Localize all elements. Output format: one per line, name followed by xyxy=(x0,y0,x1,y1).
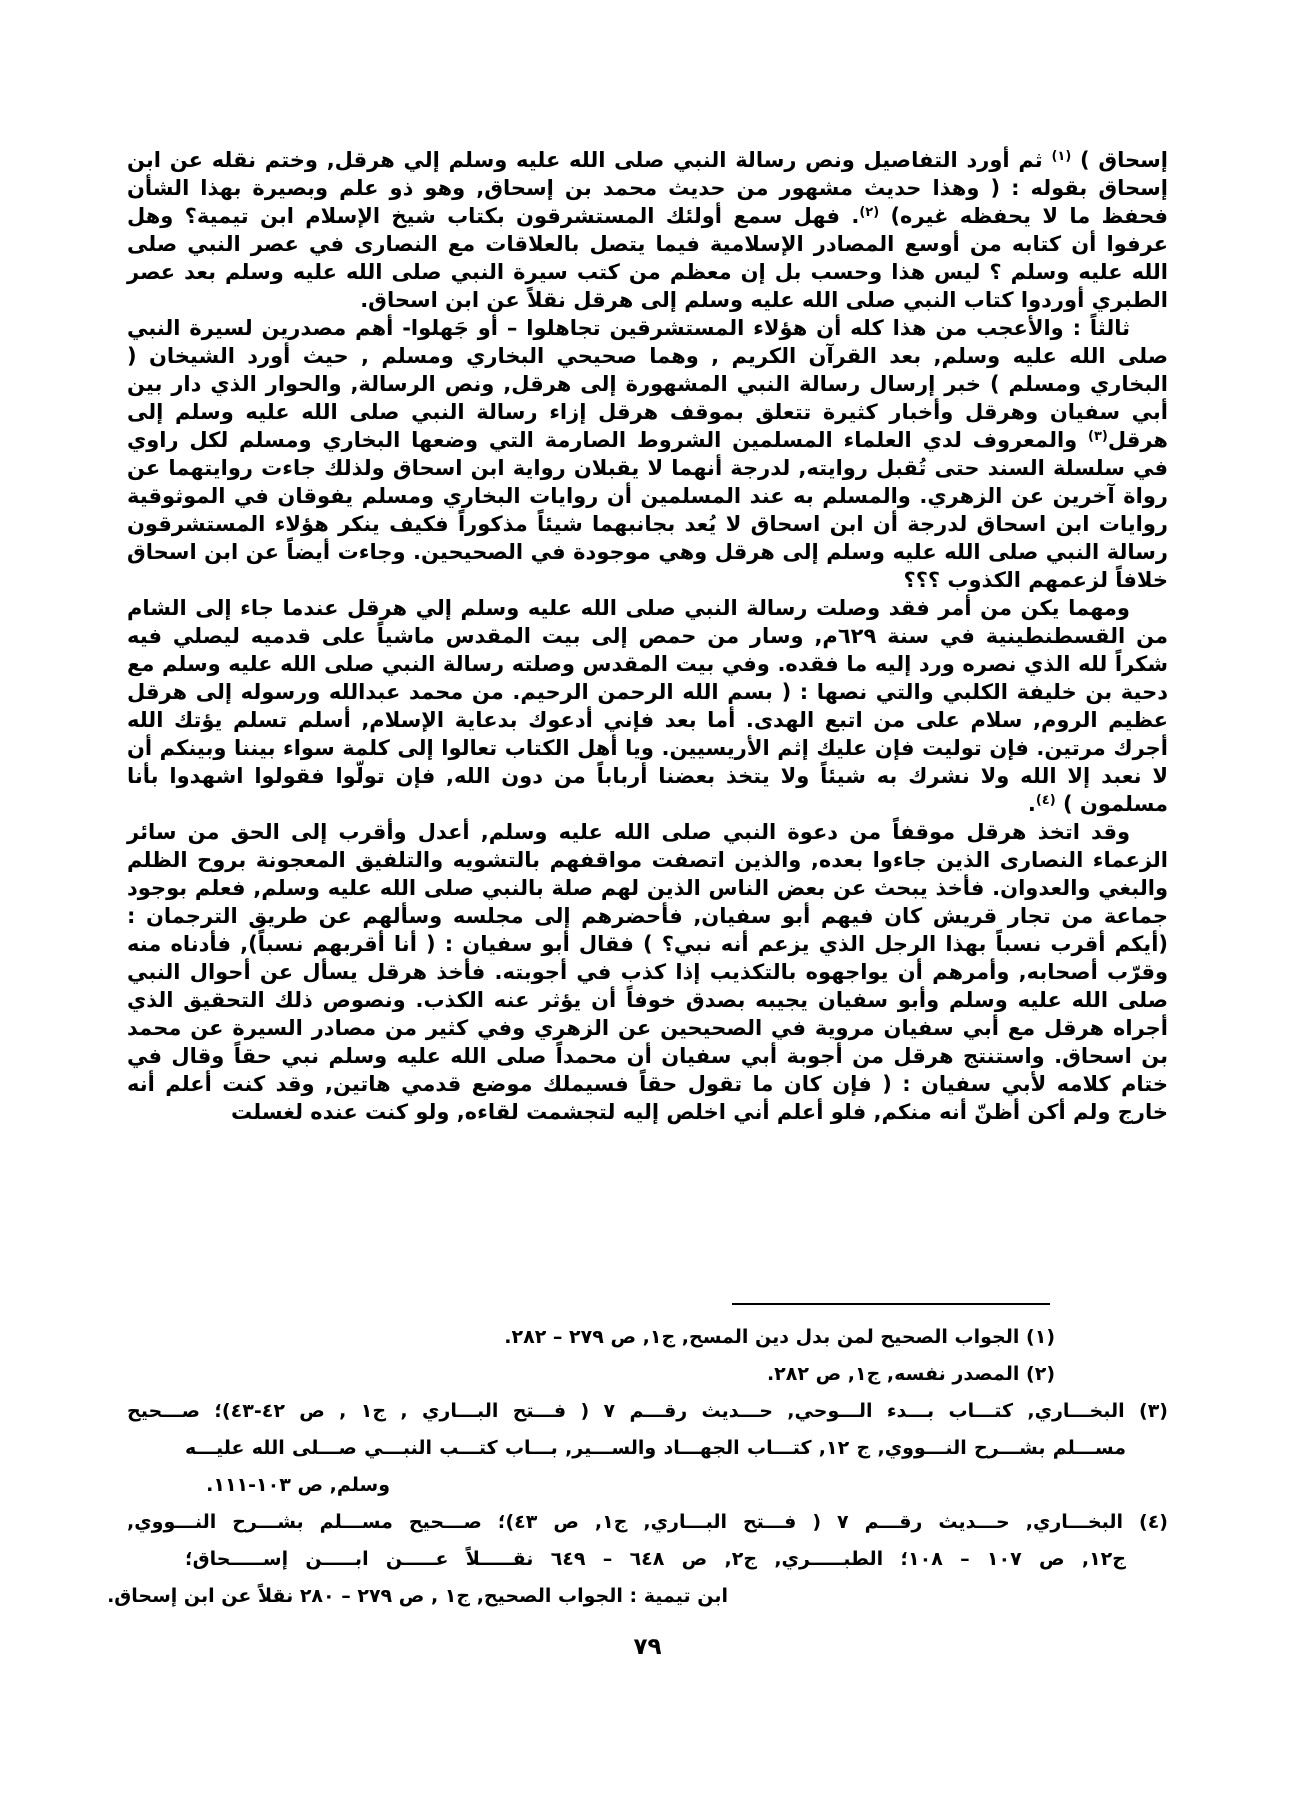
footnote-2: (٢) المصدر نفسه, ج١, ص ٢٨٢. xyxy=(766,1363,1055,1385)
text-segment: إسحاق ) xyxy=(1071,148,1168,172)
footnotes-section xyxy=(107,1303,1168,1615)
text-segment: ثالثاً : والأعجب من هذا كله أن هؤلاء المستشرقين تجاهلوا – أو جَهلوا- أهم مصدرين لسيرة النبي صلى الله عليه وسلم, بعد القرآن الكريم , وهما صحيحي البخاري ومسلم , حيث أورد الشيخان ( البخاري ومسلم ) خبر إرسال رسالة النبي المشهورة إلى هرقل, ونص الرسالة, والحوار الذي دار بين أبي سفيان وهرقل وأخبار كثيرة تتعلق بموقف هرقل إزاء رسالة النبي صلى الله عليه وسلم إلى هرقل xyxy=(127,316,1168,452)
footnote-ref-3: (٣) xyxy=(1088,429,1108,444)
footnote-separator xyxy=(732,1303,1050,1305)
footnote-4-line-1: (٤) البخـــاري, حـــديث رقـــم ٧ ( فـــتح البـــاري, ج١, ص ٤٣)؛ صـــحيح مســـلم بشـــرح النـــووي, xyxy=(127,1511,1168,1533)
footnote-3-line-2: مســـلم بشـــرح النـــووي, ج ١٢, كتـــاب الجهـــاد والســـير, بـــاب كتـــب النبـــي صـــلى الله عليـــه xyxy=(185,1437,1127,1459)
footnote-ref-2: (٢) xyxy=(859,205,880,220)
paragraph-3 xyxy=(127,594,1168,818)
footnote-3 xyxy=(127,1393,1168,1504)
text-segment: ومهما يكن من أمر فقد وصلت رسالة النبي صلى الله عليه وسلم إلي هرقل عندما جاء إلى الشام من القسطنطينية في سنة ٦٢٩م, وسار من حمص إلى بيت المقدس ماشياً على قدميه ليصلي فيه شكراً لله الذي نصره ورد إليه ما فقده. وفي بيت المقدس وصلته رسالة النبي صلى الله عليه وسلم مع دحية بن خليفة الكلبي والتي نصها : ( بسم الله الرحمن الرحيم. من محمد عبدالله ورسوله إلى هرقل عظيم الروم, سلام على من اتبع الهدى. أما بعد فإني أدعوك بدعاية الإسلام, أسلم تسلم يؤتك الله أجرك مرتين. فإن توليت فإن عليك إثم الأريسيين. ويا أهل الكتاب تعالوا إلى كلمة سواء بيننا وبينكم أن لا نعبد إلا الله ولا نشرك به شيئاً ولا يتخذ بعضنا أرباباً من دون الله, فإن تولّوا فقولوا اشهدوا بأنا مسلمون ) xyxy=(127,596,1168,816)
footnote-ref-1: (١) xyxy=(1051,149,1072,164)
footnote-4-line-3: ابن تيمية : الجواب الصحيح, ج١ , ص ٢٧٩ – ٢٨٠ نقلاً عن ابن إسحاق. xyxy=(107,1585,728,1607)
paragraph-1 xyxy=(127,146,1168,314)
text-segment: ثم أورد التفاصيل ونص رسالة النبي صلى الله عليه وسلم إلي هرقل, وختم نقله عن ابن إسحاق بقوله : ( وهذا حديث مشهور من حديث محمد بن إسحاق, وهو ذو علم وبصيرة بهذا الشأن فحفظ ما لا يحفظه غيره) xyxy=(127,148,1168,228)
paragraph-4 xyxy=(127,818,1168,1126)
text-segment: . xyxy=(1027,792,1036,816)
text-segment: وقد اتخذ هرقل موقفاً من دعوة النبي صلى الله عليه وسلم, أعدل وأقرب إلى الحق من سائر الزعماء النصارى الذين جاءوا بعده, والذين اتصفت مواقفهم بالتشويه والتلفيق المعجونة بروح الظلم والبغي والعدوان. فأخذ يبحث عن بعض الناس الذين لهم صلة بالنبي صلى الله عليه وسلم, فعلم بوجود جماعة من تجار قريش كان فيهم أبو سفيان, فأحضرهم إلى مجلسه وسألهم عن طريق الترجمان : (أيكم أقرب نسباً بهذا الرجل الذي يزعم أنه نبي؟ ) فقال أبو سفيان : ( أنا أقربهم نسباً), فأدناه منه وقرّب أصحابه, وأمرهم أن يواجهوه بالتكذيب إذا كذب في أجوبته. فأخذ هرقل يسأل عن أحوال النبي صلى الله عليه وسلم وأبو سفيان يجيبه بصدق خوفاً أن يؤثر عنه الكذب. ونصوص ذلك التحقيق الذي أجراه هرقل مع أبي سفيان مروية في الصحيحين عن الزهري وفي كثير من مصادر السيرة عن محمد بن اسحاق. واستنتج هرقل من أجوبة أبي سفيان أن محمداً صلى الله عليه وسلم نبي حقاً وقال في ختام كلامه لأبي سفيان : ( فإن كان ما تقول حقاً فسيملك موضع قدمي هاتين, وقد كنت أعلم أنه خارج ولم أكن أظنّ أنه منكم, فلو أعلم أني اخلص إليه لتجشمت لقاءه, ولو كنت عنده لغسلت xyxy=(127,820,1168,1124)
body-text xyxy=(127,146,1168,1126)
footnote-1: (١) الجواب الصحيح لمن بدل دين المسح, ج١, ص ٢٧٩ – ٢٨٢. xyxy=(504,1326,1055,1348)
footnote-ref-4: (٤) xyxy=(1035,793,1056,808)
paragraph-2 xyxy=(127,314,1168,594)
footnote-4-line-2: ج١٢, ص ١٠٧ – ١٠٨؛ الطبـــــري, ج٢, ص ٦٤٨ – ٦٤٩ نقـــــلاً عـــــن ابـــــن إســـــحاق؛ xyxy=(185,1548,1126,1570)
page-number: ٧٩ xyxy=(633,1634,662,1660)
footnote-3-line-3: وسلم, ص ١٠٣-١١١. xyxy=(206,1474,390,1496)
footnote-4 xyxy=(107,1504,1168,1615)
text-segment: . فهل سمع أولئك المستشرقون بكتاب شيخ الإسلام ابن تيمية؟ وهل عرفوا أن كتابه من أوسع المصادر الإسلامية فيما يتصل بالعلاقات مع النصارى في عصر النبي صلى الله عليه وسلم ؟ ليس هذا وحسب بل إن معظم من كتب سيرة النبي صلى الله عليه وسلم بعد عصر الطبري أوردوا كتاب النبي صلى الله عليه وسلم إلى هرقل نقلاً عن ابن اسحاق. xyxy=(127,204,1168,312)
text-segment: والمعروف لدي العلماء المسلمين الشروط الصارمة التي وضعها البخاري ومسلم لكل راوي في سلسلة السند حتى تُقبل روايته, لدرجة أنهما لا يقبلان رواية ابن اسحاق ولذلك جاءت روايتهما عن رواة آخرين عن الزهري. والمسلم به عند المسلمين أن روايات البخاري ومسلم يفوقان في الموثوقية روايات ابن اسحاق لدرجة أن ابن اسحاق لا يُعد بجانبهما شيئاً مذكوراً فكيف ينكر هؤلاء المستشرقون رسالة النبي صلى الله عليه وسلم إلى هرقل وهي موجودة في الصحيحين. وجاءت أيضاً عن ابن اسحاق خلافاً لزعمهم الكذوب ؟؟؟ xyxy=(127,428,1168,592)
footnote-3-line-1: (٣) البخـــاري, كتـــاب بـــدء الـــوحي, حـــديث رقـــم ٧ ( فـــتح البـــاري , ج١ , ص ٤٢-٤٣)؛ صـــحيح xyxy=(127,1400,1168,1422)
